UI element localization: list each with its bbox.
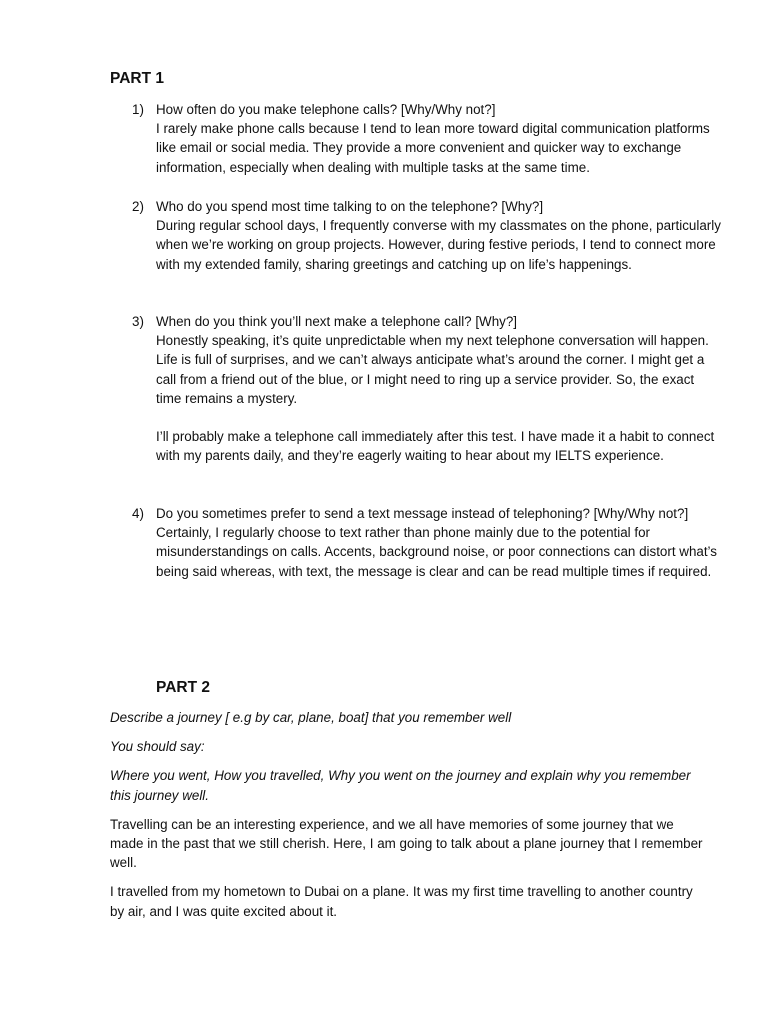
part2-paragraph: Travelling can be an interesting experience, and we all have memories of some journey that we made in the past that we still cherish. Here, I am going to talk about a plane journey that I remember well. bbox=[110, 816, 703, 871]
question-body bbox=[156, 312, 721, 466]
answer-text: During regular school days, I frequently converse with my classmates on the phone, particularly when we’re working on group projects. However, during festive periods, I tend to connect more with my extended family, sharing greetings and catching up on life’s happenings. bbox=[156, 218, 721, 272]
question-number: 3) bbox=[132, 314, 144, 329]
part2-section bbox=[110, 708, 710, 931]
question-body bbox=[156, 197, 721, 274]
answer-text: Certainly, I regularly choose to text rather than phone mainly due to the potential for misunderstandings on calls. Accents, background noise, or poor connections can distort what’s being said whereas, with text, the message is clear and can be read multiple times if required. bbox=[156, 525, 717, 579]
answer-text: Honestly speaking, it’s quite unpredictable when my next telephone conversation will happen. Life is full of surprises, and we can’t always anticipate what’s around the corner. I might get a call from a friend out of the blue, or I might need to ring up a service provider. So, the exact time remains a mystery. bbox=[156, 333, 709, 406]
part2-paragraph: I travelled from my hometown to Dubai on a plane. It was my first time travelling to another country by air, and I was quite excited about it. bbox=[110, 884, 693, 919]
question-text: Do you sometimes prefer to send a text message instead of telephoning? [Why/Why not?] bbox=[156, 506, 689, 521]
question-number: 1) bbox=[132, 102, 144, 117]
part2-points: Where you went, How you travelled, Why you went on the journey and explain why you remember this journey well. bbox=[110, 768, 691, 803]
answer-extra-text: I’ll probably make a telephone call immediately after this test. I have made it a habit to connect with my parents daily, and they’re eagerly waiting to hear about my IELTS experience. bbox=[156, 429, 715, 464]
part2-prompt: Describe a journey [ e.g by car, plane, boat] that you remember well bbox=[110, 710, 512, 725]
part2-heading: PART 2 bbox=[156, 679, 210, 696]
part1-heading: PART 1 bbox=[110, 70, 164, 87]
question-number: 2) bbox=[132, 199, 144, 214]
question-body bbox=[156, 100, 721, 177]
part2-should-say: You should say: bbox=[110, 739, 205, 755]
question-body bbox=[156, 504, 721, 581]
question-text: When do you think you’ll next make a telephone call? [Why?] bbox=[156, 314, 518, 329]
answer-text: I rarely make phone calls because I tend to lean more toward digital communication platforms like email or social media. They provide a more convenient and quicker way to exchange information, especially when dealing with multiple tasks at the same time. bbox=[156, 121, 710, 175]
question-number: 4) bbox=[132, 506, 144, 521]
question-text: Who do you spend most time talking to on the telephone? [Why?] bbox=[156, 199, 544, 214]
question-text: How often do you make telephone calls? [Why/Why not?] bbox=[156, 102, 496, 117]
